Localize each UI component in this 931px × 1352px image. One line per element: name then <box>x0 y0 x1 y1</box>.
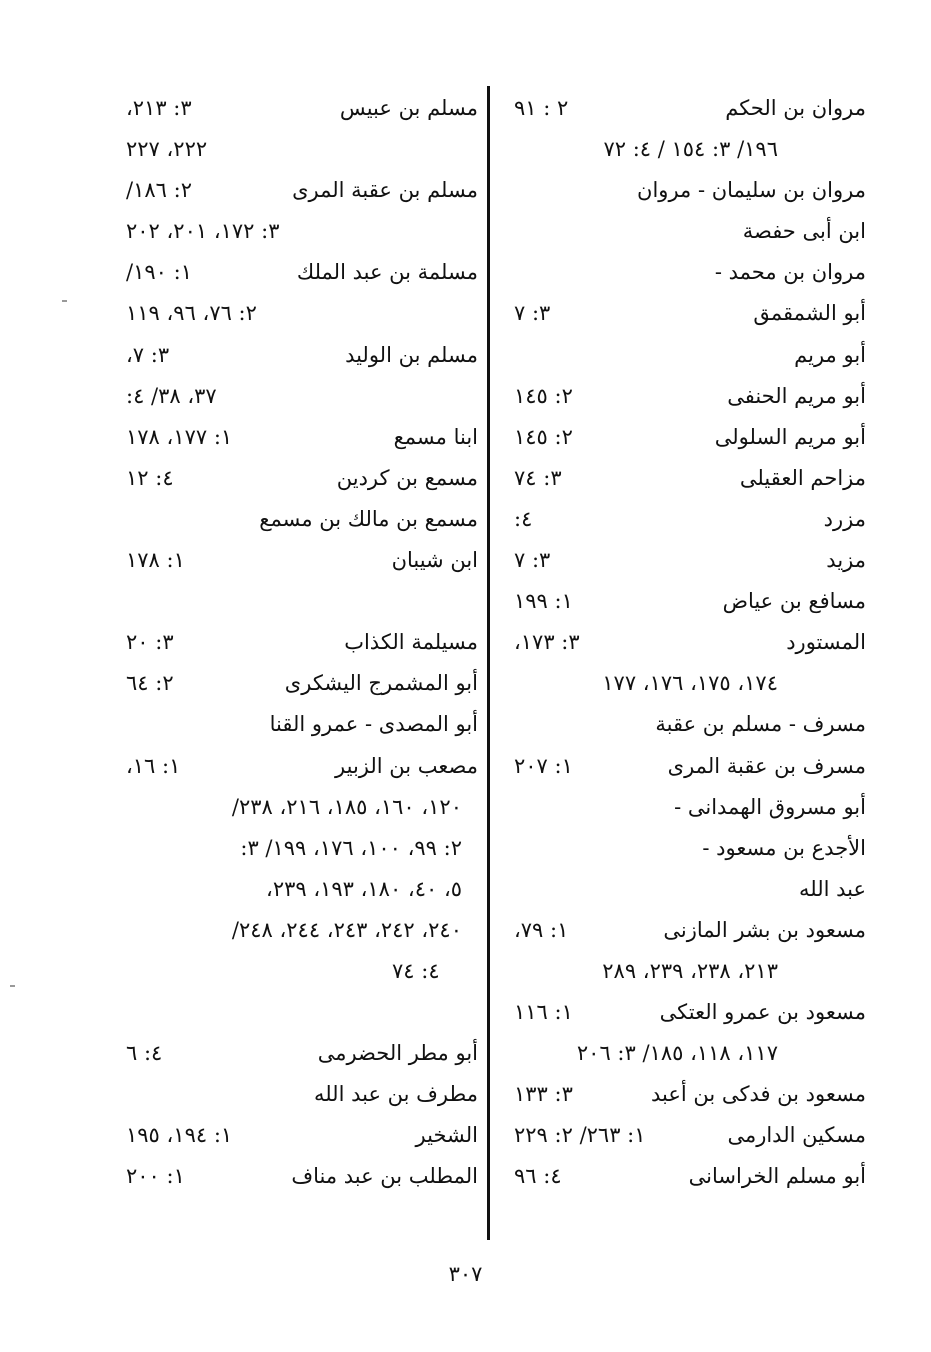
entry-reference: ٣: ٢٠ <box>126 630 174 655</box>
index-entry <box>500 828 870 869</box>
entry-reference-continuation: ٢١٣، ٢٣٨، ٢٣٩، ٢٨٩ <box>602 958 778 983</box>
entry-reference: ٣: ٧ <box>514 301 551 326</box>
entry-reference: ٣: ٧، <box>126 342 170 367</box>
index-entry <box>112 869 482 910</box>
index-entry <box>112 417 482 458</box>
entry-name: ابن أبى حفصة <box>742 219 866 244</box>
entry-name: مسعود بن عمرو العتكى <box>659 1000 866 1025</box>
entry-reference: ٢: ١٤٥ <box>514 383 573 408</box>
entry-reference: ١: ١٩٤، ١٩٥ <box>126 1123 233 1148</box>
index-entry <box>112 746 482 787</box>
page-number: ٣٠٧ <box>448 1262 483 1286</box>
entry-reference: ٣: ٧٤ <box>514 465 562 490</box>
entry-name: أبو مريم الحنفى <box>727 383 866 408</box>
entry-reference-continuation: ٣٧، ٣٨/ ٤: <box>126 383 217 408</box>
entry-reference-continuation: ٤: ٧٤ <box>392 958 440 983</box>
entry-name: أبو مطر الحضرمى <box>317 1041 478 1066</box>
index-entry <box>500 869 870 910</box>
entry-name: ابن شيبان <box>391 548 478 573</box>
entry-name: مروان بن الحكم <box>725 96 866 120</box>
entry-reference-continuation: ١٩٦/ ٣: ١٥٤ / ٤: ٧٢ <box>603 137 778 162</box>
index-entry <box>112 828 482 869</box>
entry-name: مسلمة بن عبد الملك <box>296 260 478 285</box>
index-entry <box>112 704 482 745</box>
entry-reference-continuation: ١١٧، ١١٨، ١٨٥/ ٣: ٢٠٦ <box>576 1041 778 1066</box>
index-entry <box>500 951 870 992</box>
entry-name: مسلم بن عبيس <box>339 96 478 120</box>
entry-reference: ١: ٢٠٧ <box>514 753 573 778</box>
index-entry <box>112 1115 482 1156</box>
entry-name: مسلم بن الوليد <box>345 342 478 367</box>
index-entry <box>112 335 482 376</box>
index-entry <box>112 211 482 252</box>
entry-name: مسلم بن عقبة المرى <box>292 178 478 203</box>
index-entry <box>500 787 870 828</box>
index-entry <box>112 88 482 129</box>
entry-reference: ١: ١٩٠/ <box>126 260 192 285</box>
entry-name: الشخير <box>415 1123 478 1148</box>
index-entry <box>500 499 870 540</box>
entry-name: مروان بن محمد - <box>714 260 866 285</box>
entry-name: مسمع بن مالك بن مسمع <box>259 506 478 531</box>
entry-reference: ١: ١٧٨ <box>126 548 185 573</box>
index-entry <box>112 1074 482 1115</box>
entry-name: مصعب بن الزبير <box>335 753 478 778</box>
index-entry <box>500 458 870 499</box>
entry-name: أبو المصدى - عمرو القنا <box>269 712 478 737</box>
entry-reference: ١: ١١٦ <box>514 1000 573 1025</box>
index-entry <box>500 910 870 951</box>
index-entry <box>500 293 870 334</box>
index-entry <box>112 951 482 992</box>
index-entry <box>500 170 870 211</box>
entry-name: الأجدع بن مسعود - <box>702 835 866 860</box>
index-entry <box>500 704 870 745</box>
scan-speck <box>10 985 15 987</box>
index-entry <box>500 992 870 1033</box>
index-entry <box>500 1156 870 1197</box>
index-entry <box>112 1033 482 1074</box>
index-entry <box>112 992 482 1033</box>
index-entry <box>112 622 482 663</box>
index-entry <box>500 252 870 293</box>
index-entry <box>112 787 482 828</box>
index-entry <box>112 581 482 622</box>
entry-reference: ٤: ٩٦ <box>514 1164 562 1189</box>
index-entry <box>500 88 870 129</box>
index-entry <box>500 1115 870 1156</box>
entry-name: مسرف - مسلم بن عقبة <box>655 712 866 737</box>
entry-reference: ١: ١٧٧، ١٧٨ <box>126 424 233 449</box>
entry-name: مسرف بن عقبة المرى <box>667 753 866 778</box>
entry-reference: ٤: ٦ <box>126 1041 163 1066</box>
entry-name: المستورد <box>786 630 866 655</box>
index-entry <box>112 293 482 334</box>
left-index-column <box>112 88 482 1198</box>
column-divider <box>487 86 490 1240</box>
entry-name: مسافع بن عياض <box>722 589 866 614</box>
entry-reference: ٣: ١٧٣، <box>514 630 580 655</box>
entry-reference: ٢ : ٩١ <box>514 96 569 120</box>
index-entry <box>500 746 870 787</box>
entry-name: عبد الله <box>798 876 866 901</box>
entry-reference-continuation: ٣: ١٧٢، ٢٠١، ٢٠٢ <box>126 219 280 244</box>
entry-reference-continuation: ٢٤٠، ٢٤٢، ٢٤٣، ٢٤٤، ٢٤٨/ <box>231 917 462 942</box>
index-entry <box>500 335 870 376</box>
entry-reference: ٣: ١٣٣ <box>514 1082 573 1107</box>
index-entry <box>500 129 870 170</box>
entry-name: مسكين الدارمى <box>727 1123 866 1148</box>
entry-reference-continuation: ٥، ٤٠، ١٨٠، ١٩٣، ٢٣٩، <box>266 876 462 901</box>
entry-name: مزرد <box>823 506 866 531</box>
entry-reference: ٣: ٧ <box>514 548 551 573</box>
entry-reference: ١: ٢٠٠ <box>126 1164 185 1189</box>
index-entry <box>112 458 482 499</box>
entry-reference-continuation: ٢٢٢، ٢٢٧ <box>126 137 208 162</box>
index-entry <box>112 663 482 704</box>
entry-name: أبو مريم السلولى <box>714 424 866 449</box>
entry-name: مسعود بن بشر المازنى <box>663 917 866 942</box>
entry-name: أبو المشمرج اليشكرى <box>284 671 478 696</box>
entry-name: المطلب بن عبد مناف <box>291 1164 478 1189</box>
entry-name: مسمع بن كردين <box>336 465 478 490</box>
index-entry <box>112 170 482 211</box>
index-entry <box>112 129 482 170</box>
index-entry <box>500 663 870 704</box>
entry-reference: ٢: ١٨٦/ <box>126 178 192 203</box>
entry-reference: ١: ١٦، <box>126 753 181 778</box>
entry-name: مسعود بن فدكى بن أعبد <box>651 1082 866 1107</box>
entry-name: أبو مسلم الخراسانى <box>688 1164 866 1189</box>
entry-name: أبو الشمقمق <box>753 301 866 326</box>
entry-reference: ٢: ١٤٥ <box>514 424 573 449</box>
index-entry <box>500 622 870 663</box>
index-entry <box>112 910 482 951</box>
entry-name: مزاحم العقيلى <box>739 465 866 490</box>
entry-name: أبو مريم <box>794 342 866 367</box>
entry-name: مزيد <box>826 548 866 573</box>
entry-reference-continuation: ١٢٠، ١٦٠، ١٨٥، ٢١٦، ٢٣٨/ <box>231 794 462 819</box>
entry-reference: ٤: ١٢ <box>126 465 174 490</box>
index-entry <box>112 376 482 417</box>
entry-reference: ٢: ٦٤ <box>126 671 174 696</box>
entry-name: مطرف بن عبد الله <box>313 1082 478 1107</box>
entry-name: مروان بن سليمان - مروان <box>637 178 866 203</box>
right-index-column <box>500 88 870 1198</box>
index-entry <box>112 499 482 540</box>
index-entry <box>500 1074 870 1115</box>
index-entry <box>500 581 870 622</box>
entry-name: أبو مسروق الهمدانى - <box>674 794 866 819</box>
entry-reference-continuation: ٢: ٩٩، ١٠٠، ١٧٦، ١٩٩/ ٣: <box>240 835 462 860</box>
index-entry <box>500 211 870 252</box>
entry-reference-continuation: ٢: ٧٦، ٩٦، ١١٩ <box>126 301 257 326</box>
entry-name: مسيلمة الكذاب <box>344 630 478 655</box>
entry-reference: ٣: ٢١٣، <box>126 96 192 120</box>
entry-reference: ١: ٢٦٣/ ٢: ٢٢٩ <box>514 1123 646 1148</box>
index-entry <box>112 540 482 581</box>
index-entry <box>500 540 870 581</box>
scan-speck <box>62 300 67 302</box>
entry-reference: ٤: <box>514 506 533 531</box>
index-entry <box>112 1156 482 1197</box>
index-entry <box>500 417 870 458</box>
index-entry <box>112 252 482 293</box>
entry-reference: ١: ١٩٩ <box>514 589 573 614</box>
entry-reference: ١: ٧٩، <box>514 917 569 942</box>
entry-name: ابنا مسمع <box>393 424 478 449</box>
index-entry <box>500 376 870 417</box>
entry-reference-continuation: ١٧٤، ١٧٥، ١٧٦، ١٧٧ <box>602 671 778 696</box>
index-entry <box>500 1033 870 1074</box>
